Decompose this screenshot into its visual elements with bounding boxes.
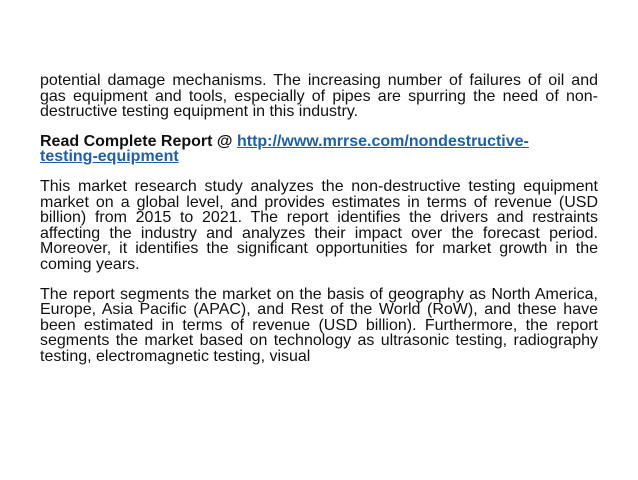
report-link-line2: testing-equipment [40,148,179,166]
document-body [40,73,598,379]
read-more-line [40,134,598,165]
paragraph-market-study: This market research study analyzes the non-destructive testing equipment market on a global level, and provides estimates in terms of revenue (USD billion) from 2015 to 2021. The report identifies the drivers and restraints affecting the industry and analyzes their impact over the forecast period. Moreover, it identifies the significant opportunities for market growth in the coming years. [40,177,598,273]
report-link-line1: http://www.mrrse.com/nondestructive- [236,132,529,150]
read-more-label: Read Complete Report @ [40,132,237,150]
paragraph-segmentation: The report segments the market on the basis of geography as North America, Europe, Asia Pacific (APAC), and Rest of the World (RoW), and these have been estimated in terms of revenue (USD billion). Furthermore, the report segments the market based on technology as ultrasonic testing, radiography testing, electromagnetic testing, visual [40,285,598,365]
paragraph-damage-mechanisms: potential damage mechanisms. The increasing number of failures of oil and gas equipment and tools, especially of pipes are spurring the need of non-destructive testing equipment in this industry. [40,72,598,121]
